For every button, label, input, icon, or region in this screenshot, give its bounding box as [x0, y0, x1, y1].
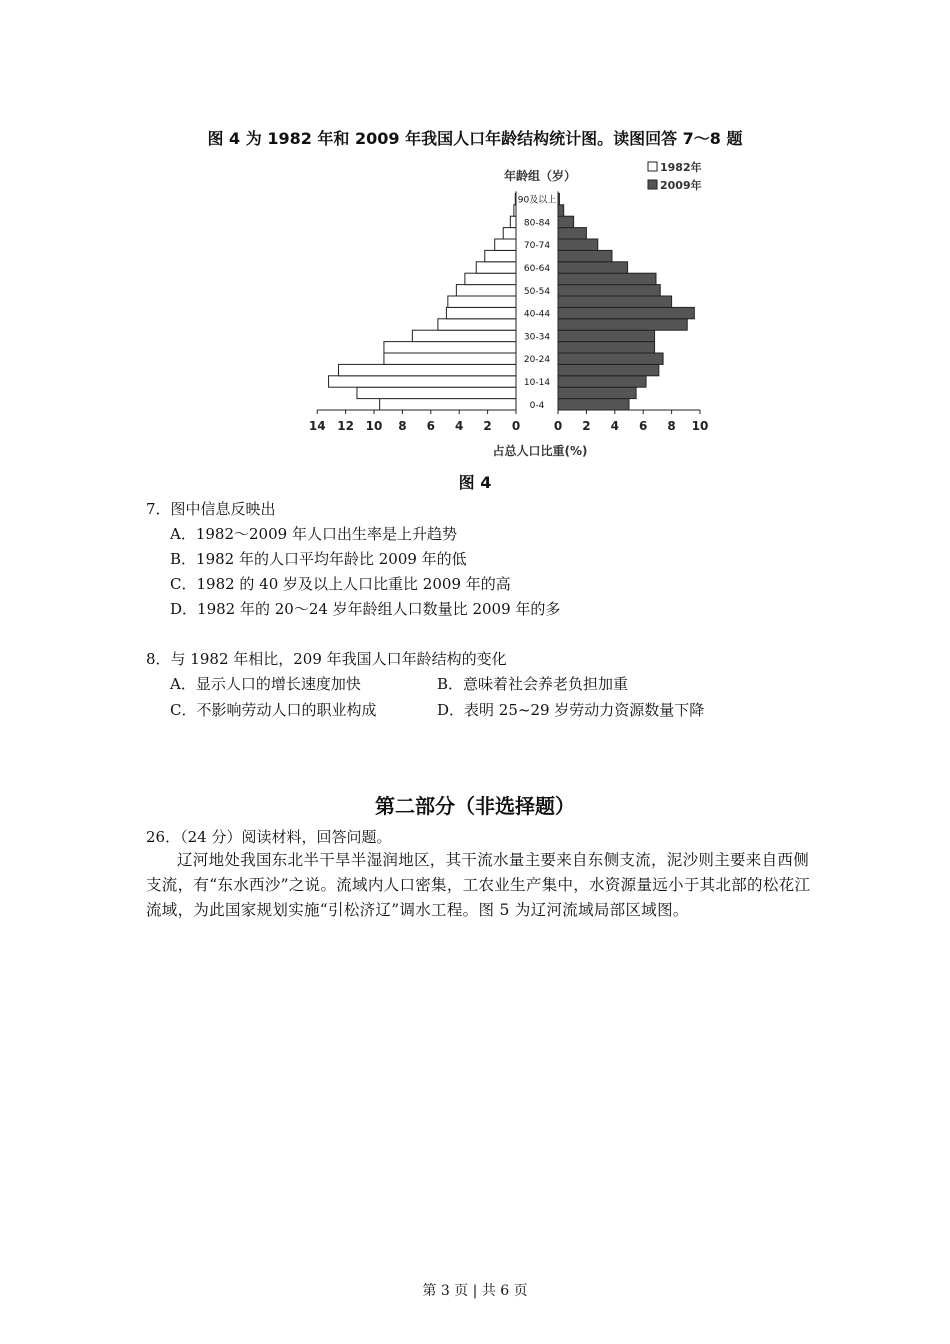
bar-2009-60-64 [558, 262, 628, 273]
bar-1982-15-19 [339, 364, 517, 375]
bar-2009-10-14 [558, 376, 646, 387]
question-8-option-d: D．表明 25~29 岁劳动力资源数量下降 [437, 701, 705, 719]
left-tick-12: 12 [337, 419, 354, 433]
left-tick-8: 8 [398, 419, 407, 433]
right-tick-0: 0 [553, 419, 563, 433]
bar-1982-20-24 [384, 353, 516, 364]
bar-1982-0-4 [380, 399, 516, 410]
left-tick-6: 6 [426, 419, 435, 433]
question-8-stem: 8．与 1982 年相比，209 年我国人口年龄结构的变化 [146, 650, 507, 668]
question-8-option-a: A．显示人口的增长速度加快 [170, 675, 361, 693]
bar-2009-50-54 [558, 285, 660, 296]
age-label-0-4: 0-4 [529, 400, 545, 411]
bar-2009-15-19 [558, 364, 659, 375]
right-tick-6: 6 [639, 419, 648, 433]
question-7-option-a: A．1982～2009 年人口出生率是上升趋势 [170, 525, 457, 543]
bar-1982-55-59 [465, 273, 516, 284]
bar-2009-65-69 [558, 250, 612, 261]
left-tick-0: 0 [511, 419, 521, 433]
age-label-10-14: 10-14 [523, 378, 551, 388]
bar-2009-5-9 [558, 387, 636, 398]
bar-1982-80-84 [510, 216, 516, 227]
x-axis-title: 占总人口比重(%) [492, 444, 588, 458]
bar-2009-20-24 [558, 353, 663, 364]
right-tick-8: 8 [667, 419, 676, 433]
bar-2009-45-49 [558, 296, 672, 307]
bar-2009-25-29 [558, 342, 655, 353]
question-26-material: 辽河地处我国东北半干旱半湿润地区，其干流水量主要来自东侧支流，泥沙则主要来自西侧支流，有“东水西沙”之说。流域内人口密集，工农业生产集中，水资源量远小于其北部的松花江流域，为此国家规划实施“引松济辽”调水工程。图 5 为辽河流域局部区域图。 [146, 851, 811, 919]
bar-2009-85-89 [558, 205, 564, 216]
age-label-90及以上: 90及以上 [517, 195, 557, 206]
bar-1982-65-69 [485, 250, 516, 261]
age-label-40-44: 40-44 [523, 309, 551, 320]
age-label-70-74: 70-74 [523, 241, 551, 252]
page-footer: 第 3 页 | 共 6 页 [422, 1283, 528, 1299]
legend-swatch-2009 [648, 180, 657, 189]
bar-2009-75-79 [558, 228, 586, 239]
question-7-option-c: C．1982 的 40 岁及以上人口比重比 2009 年的高 [170, 575, 511, 593]
bar-1982-45-49 [448, 296, 516, 307]
left-tick-4: 4 [455, 419, 464, 433]
legend-label-2009: 2009年 [660, 179, 702, 192]
legend-label-1982: 1982年 [660, 161, 702, 174]
bar-2009-80-84 [558, 216, 574, 227]
question-8-option-b: B．意味着社会养老负担加重 [437, 675, 629, 693]
bar-1982-60-64 [476, 262, 516, 273]
age-label-80-84: 80-84 [523, 218, 551, 229]
question-8-option-c: C．不影响劳动人口的职业构成 [170, 701, 377, 719]
bar-2009-40-44 [558, 307, 694, 318]
bar-1982-75-79 [503, 228, 516, 239]
bar-1982-70-74 [495, 239, 516, 250]
bar-1982-40-44 [446, 307, 516, 318]
right-tick-4: 4 [610, 419, 619, 433]
left-tick-14: 14 [308, 419, 326, 433]
bar-1982-5-9 [357, 387, 516, 398]
figure-title: 图 4 为 1982 年和 2009 年我国人口年龄结构统计图。读图回答 7～8 题 [207, 129, 743, 148]
y-axis-title: 年龄组（岁） [503, 169, 577, 183]
age-label-60-64: 60-64 [523, 264, 551, 274]
left-tick-2: 2 [483, 419, 492, 433]
bar-2009-30-34 [558, 330, 655, 341]
bar-1982-10-14 [329, 376, 516, 387]
legend-swatch-1982 [648, 162, 657, 171]
question-26-heading: 26．（24 分）阅读材料，回答问题。 [146, 828, 392, 846]
bar-1982-50-54 [456, 285, 516, 296]
left-tick-10: 10 [365, 419, 383, 433]
question-7-option-b: B．1982 年的人口平均年龄比 2009 年的低 [170, 550, 467, 568]
population-pyramid-chart [0, 0, 950, 470]
question-7-option-d: D．1982 年的 20～24 岁年龄组人口数量比 2009 年的多 [170, 600, 561, 618]
right-tick-2: 2 [582, 419, 591, 433]
part-two-title: 第二部分（非选择题） [375, 794, 575, 818]
bar-1982-35-39 [438, 319, 516, 330]
bar-2009-0-4 [558, 399, 629, 410]
bar-2009-55-59 [558, 273, 656, 284]
bar-1982-30-34 [412, 330, 516, 341]
bar-2009-70-74 [558, 239, 598, 250]
figure-caption: 图 4 [458, 473, 492, 492]
bar-2009-35-39 [558, 319, 687, 330]
bar-1982-25-29 [384, 342, 516, 353]
age-label-30-34: 30-34 [523, 332, 551, 343]
question-7-stem: 7．图中信息反映出 [146, 500, 276, 518]
age-label-50-54: 50-54 [523, 286, 551, 297]
right-tick-10: 10 [691, 419, 709, 433]
age-label-20-24: 20-24 [523, 355, 551, 366]
